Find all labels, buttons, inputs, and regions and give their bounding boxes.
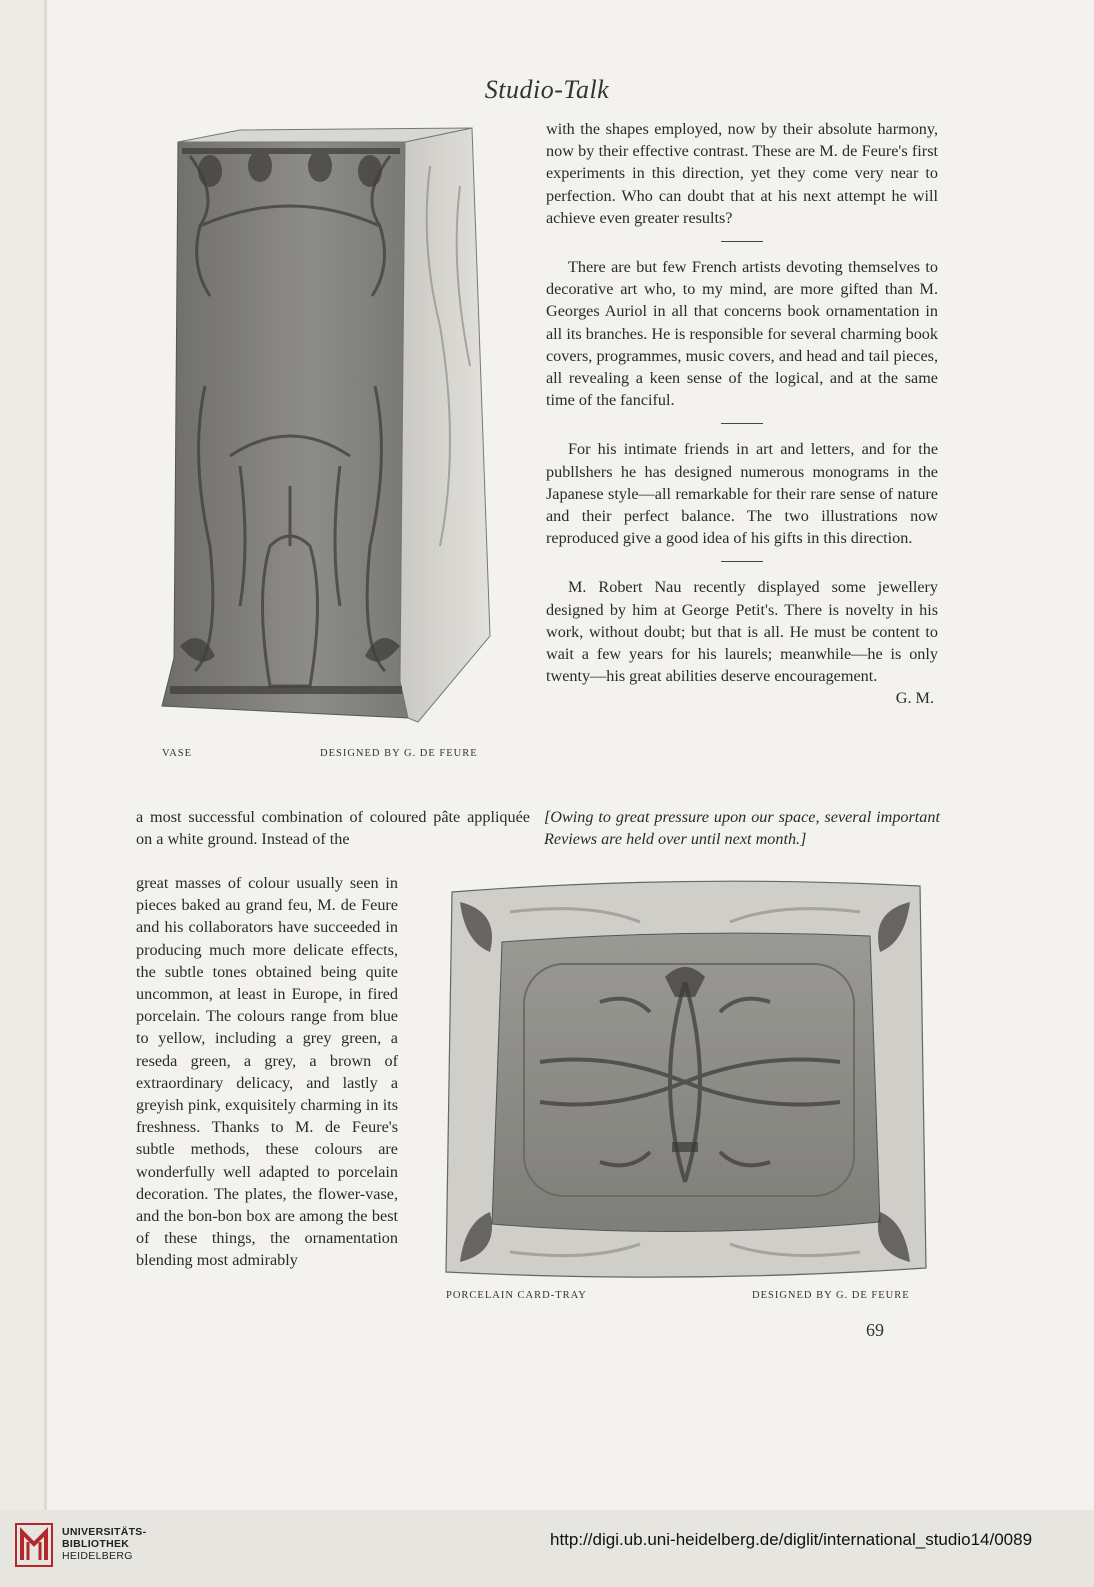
library-line-2: BIBLIOTHEK	[62, 1538, 130, 1550]
library-logo-icon	[14, 1522, 54, 1568]
page-number: 69	[866, 1320, 884, 1340]
paragraph-4: M. Robert Nau recently displayed some jewellery designed by him at George Petit's. There is novelty in his work, without doubt; but that is all. He must be content to wait a few years for his laurels; meanwhile—he is only twenty—his great abilities deserve encouragement.	[546, 578, 938, 686]
library-name	[62, 1526, 146, 1562]
running-head: Studio-Talk	[484, 75, 610, 104]
left-column-narrow: great masses of colour usually seen in pieces baked au grand feu, M. de Feure and his collaborators have succeeded in producing much more delicate effects, the subtle tones obtained being quite uncommon, at least in Europe, in fired porcelain. The colours range from blue to yellow, including a grey green, a reseda green, a grey, a brown of extraordinary delicacy, and lastly a greyish pink, exquisitely charming in its freshness. Thanks to M. de Feure's subtle methods, these colours are wonderfully well adapted to porcelain decoration. The plates, the flower-vase, and the bon-bon box are among the best of these things, the ornamentation blending most admirably	[136, 874, 398, 1270]
section-rule	[721, 561, 763, 562]
card-tray-illustration	[440, 872, 930, 1284]
editor-note: [Owing to great pressure upon our space, several important Reviews are held over until next month.]	[544, 808, 940, 848]
vase-illustration	[160, 126, 505, 738]
library-line-1: UNIVERSITÄTS-	[62, 1526, 147, 1538]
library-line-3: HEIDELBERG	[62, 1550, 133, 1562]
left-column-wide: a most successful combination of coloured pâte appliquée on a white ground. Instead of the	[136, 808, 530, 849]
paragraph-3: For his intimate friends in art and letters, and for the publlshers he has designed numerous monograms in the Japanese style—all remarkable for their rare sense of nature and their perfect balance. The two illustrations now reproduced give a good idea of his gifts in this direction.	[546, 440, 938, 548]
right-column	[546, 118, 938, 710]
author-signature: G. M.	[895, 689, 934, 708]
vase-caption-right: DESIGNED BY G. DE FEURE	[320, 748, 478, 759]
section-rule	[721, 423, 763, 424]
section-rule	[721, 241, 763, 242]
page-edge	[44, 0, 47, 1510]
vase-caption-left: VASE	[162, 748, 193, 759]
tray-caption-left: PORCELAIN CARD-TRAY	[446, 1290, 587, 1301]
source-url-link[interactable]: http://digi.ub.uni-heidelberg.de/diglit/international_studio14/0089	[550, 1530, 1033, 1549]
paragraph-2: There are but few French artists devoting themselves to decorative art who, to my mind, are more gifted than M. Georges Auriol in all that concerns book ornamentation in all its branches. He is responsible for several charming book covers, programmes, music covers, and head and tail pieces, all revealing a keen sense of the logical, and at the same time of the fanciful.	[546, 258, 938, 410]
tray-caption-right: DESIGNED BY G. DE FEURE	[752, 1290, 910, 1301]
paragraph-1: with the shapes employed, now by their absolute harmony, now by their effective contrast. These are M. de Feure's first experiments in this direction, yet they come very near to perfection. Who can doubt that at his next attempt he will achieve even greater results?	[546, 120, 938, 227]
